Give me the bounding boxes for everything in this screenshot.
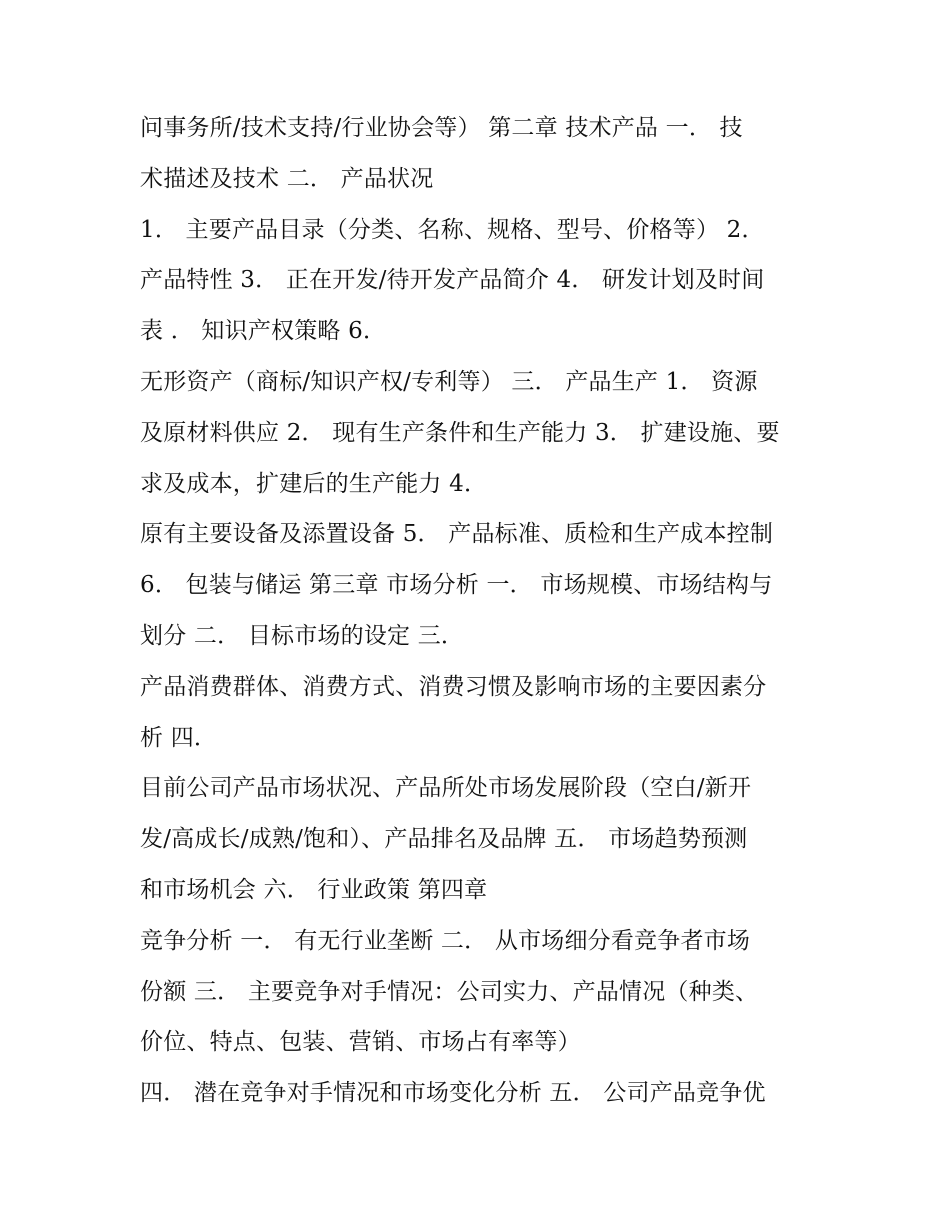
text-line-1: 问事务所/技术支持/行业协会等） 第二章 技术产品 一． 技: [140, 115, 743, 141]
text-line-18: 份额 三． 主要竞争对手情况：公司实力、产品情况（种类、: [140, 978, 759, 1005]
text-line-5: 表 ． 知识产权策略 6．: [140, 318, 387, 345]
text-line-9: 原有主要设备及添置设备 5． 产品标准、质检和生产成本控制: [140, 521, 774, 548]
text-line-16: 和市场机会 六． 行业政策 第四章: [140, 876, 488, 903]
text-line-10: 6． 包装与储运 第三章 市场分析 一． 市场规模、市场结构与: [140, 572, 773, 599]
body-text: [140, 103, 830, 1119]
text-line-13: 析 四．: [140, 724, 218, 751]
text-line-7: 及原材料供应 2． 现有生产条件和生产能力 3． 扩建设施、要: [140, 419, 780, 446]
text-line-19: 价位、特点、包装、营销、市场占有率等）: [140, 1029, 581, 1056]
text-line-17: 竞争分析 一． 有无行业垄断 二． 从市场细分看竞争者市场: [140, 927, 751, 954]
text-line-14: 目前公司产品市场状况、产品所处市场发展阶段（空白/新开: [140, 775, 752, 802]
text-line-3: 1． 主要产品目录（分类、名称、规格、型号、价格等） 2．: [140, 216, 765, 243]
text-line-15: 发/高成长/成熟/饱和）、产品排名及品牌 五． 市场趋势预测: [140, 826, 748, 853]
text-line-2: 术描述及技术 二． 产品状况: [140, 165, 434, 192]
text-line-6: 无形资产（商标/知识产权/专利等） 三． 产品生产 1． 资源: [140, 368, 758, 395]
text-line-20: 四． 潜在竞争对手情况和市场变化分析 五． 公司产品竞争优: [140, 1080, 766, 1107]
text-line-11: 划分 二． 目标市场的设定 三．: [140, 622, 465, 649]
text-line-8: 求及成本，扩建后的生产能力 4．: [140, 470, 488, 497]
text-line-12: 产品消费群体、消费方式、消费习惯及影响市场的主要因素分: [140, 673, 767, 700]
text-line-4: 产品特性 3． 正在开发/待开发产品简介 4． 研发计划及时间: [140, 267, 765, 294]
